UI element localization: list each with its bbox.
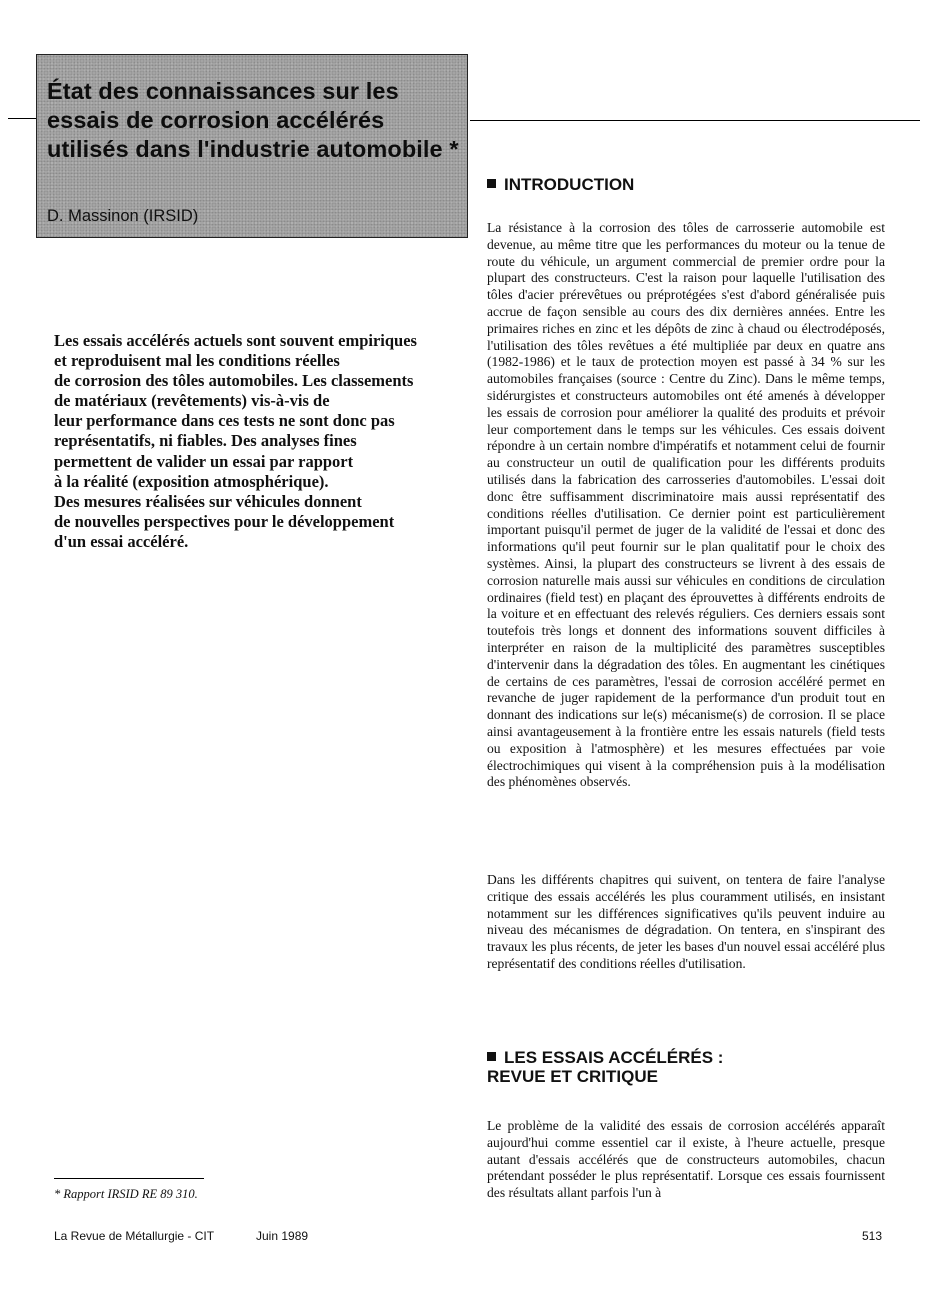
- header-rule-right: [470, 120, 920, 121]
- abstract-line: de nouvelles perspectives pour le développement: [54, 511, 395, 531]
- abstract-line: de corrosion des tôles automobiles. Les classements: [54, 371, 414, 391]
- abstract-line: Des mesures réalisées sur véhicules donnent: [54, 491, 362, 511]
- abstract-line: et reproduisent mal les conditions réelles: [54, 351, 340, 371]
- page-number: 513: [862, 1229, 883, 1243]
- title-box: [36, 54, 468, 238]
- abstract-line: représentatifs, ni fiables. Des analyses fines: [54, 431, 357, 451]
- footnote-rule: [54, 1178, 204, 1179]
- introduction-paragraph-1: La résistance à la corrosion des tôles de carrosserie automobile est devenue, au même titre que les performances du moteur ou la tenue de route du véhicule, un argument commercial de premier ordre pour la plupart des constructeurs. C'est la raison pour laquelle l'utilisation des tôles d'acier prérevêtues ou préprotégées s'est d'abord généralisée puis accrue de façon sensible au cours des dix dernières années. Entre les primaires riches en zinc et les dépôts de zinc à chaud ou électrodéposés, l'utilisation des tôles revêtues a été multipliée par deux en quatre ans (1982-1986) et le taux de protection moyen est passé à 34 % sur les automobiles françaises (source : Centre du Zinc). Dans le même temps, sidérurgistes et constructeurs automobiles ont été amenés à développer les essais de corrosion pour améliorer la qualité des produits et prévoir leur comportement dans le temps sur les véhicules. Ces essais doivent répondre à un certain nombre d'impératifs et notamment celui de fournir au constructeur un outil de qualification pour les différents produits utilisés dans la fabrication des carrosseries d'automobiles. L'essai doit donc être suffisamment discriminatoire mais aussi représentatif des conditions réelles d'utilisation. Ce dernier point est particulièrement important puisqu'il permet de juger de la validité de l'essai et donc des informations qu'il peut fournir sur le plan qualitatif pour le choix des systèmes. Ainsi, la plupart des constructeurs se livrent à des essais de corrosion naturelle mais aussi sur véhicules en conditions de circulation ordinaires (field test) en plaçant des éprouvettes à différents endroits de la voiture et en effectuant des relevés réguliers. Ces derniers essais sont toutefois très longs et donnent des informations souvent difficiles à interpréter en raison de la multiplicité des paramètres susceptibles d'intervenir dans la dégradation des tôles. En augmentant les cinétiques de certains de ces paramètres, l'essai de corrosion accéléré permet en revanche de juger rapidement de la performance d'un produit tout en donnant des indications sur le(s) mécanisme(s) de corrosion. Il se place ainsi avantageusement à la frontière entre les essais naturels (field tests ou exposition à l'atmosphère) et les mesures effectuées par voie électrochimiques qui visent à la compréhension puis à la modélisation des phénomènes observés.: [487, 220, 885, 790]
- abstract-line: permettent de valider un essai par rapport: [54, 451, 354, 471]
- abstract-line: à la réalité (exposition atmosphérique).: [54, 471, 329, 491]
- abstract: [54, 331, 464, 552]
- footnote: * Rapport IRSID RE 89 310.: [54, 1187, 198, 1201]
- article-author: D. Massinon (IRSID): [47, 207, 199, 225]
- section-heading-introduction: [487, 175, 634, 194]
- abstract-line: Les essais accélérés actuels sont souvent empiriques: [54, 331, 417, 350]
- abstract-line: de matériaux (revêtements) vis-à-vis de: [54, 391, 330, 411]
- section-heading-text: INTRODUCTION: [504, 175, 635, 194]
- article-title: État des connaissances sur les essais de corrosion accélérés utilisés dans l'industrie automobile *: [47, 78, 459, 162]
- abstract-line: leur performance dans ces tests ne sont donc pas: [54, 411, 395, 431]
- footer-date: Juin 1989: [256, 1229, 309, 1243]
- essais-paragraph: Le problème de la validité des essais de corrosion accélérés apparaît aujourd'hui comme essentiel car il existe, à l'heure actuelle, presque autant d'essais accélérés que de constructeurs automobiles, chacun prétendant posséder le plus représentatif. Lorsque ces essais fournissent des résultats allant parfois l'un à: [487, 1118, 885, 1201]
- square-bullet-icon: [487, 1052, 496, 1061]
- abstract-line: d'un essai accéléré.: [54, 531, 189, 551]
- section-heading-essais: [487, 1048, 723, 1086]
- footer-journal: La Revue de Métallurgie - CIT: [54, 1229, 215, 1243]
- section-heading-text-continued: REVUE ET CRITIQUE: [487, 1067, 658, 1086]
- square-bullet-icon: [487, 179, 496, 188]
- introduction-paragraph-2: Dans les différents chapitres qui suivent, on tentera de faire l'analyse critique des essais accélérés les plus couramment utilisés, en insistant notamment sur les différences significatives qu'ils peuvent induire au niveau des mécanismes de dégradation. On tentera, en s'inspirant des travaux les plus récents, de jeter les bases d'un nouvel essai accéléré plus représentatif des conditions réelles d'utilisation.: [487, 872, 885, 971]
- section-heading-text: LES ESSAIS ACCÉLÉRÉS :: [504, 1048, 724, 1067]
